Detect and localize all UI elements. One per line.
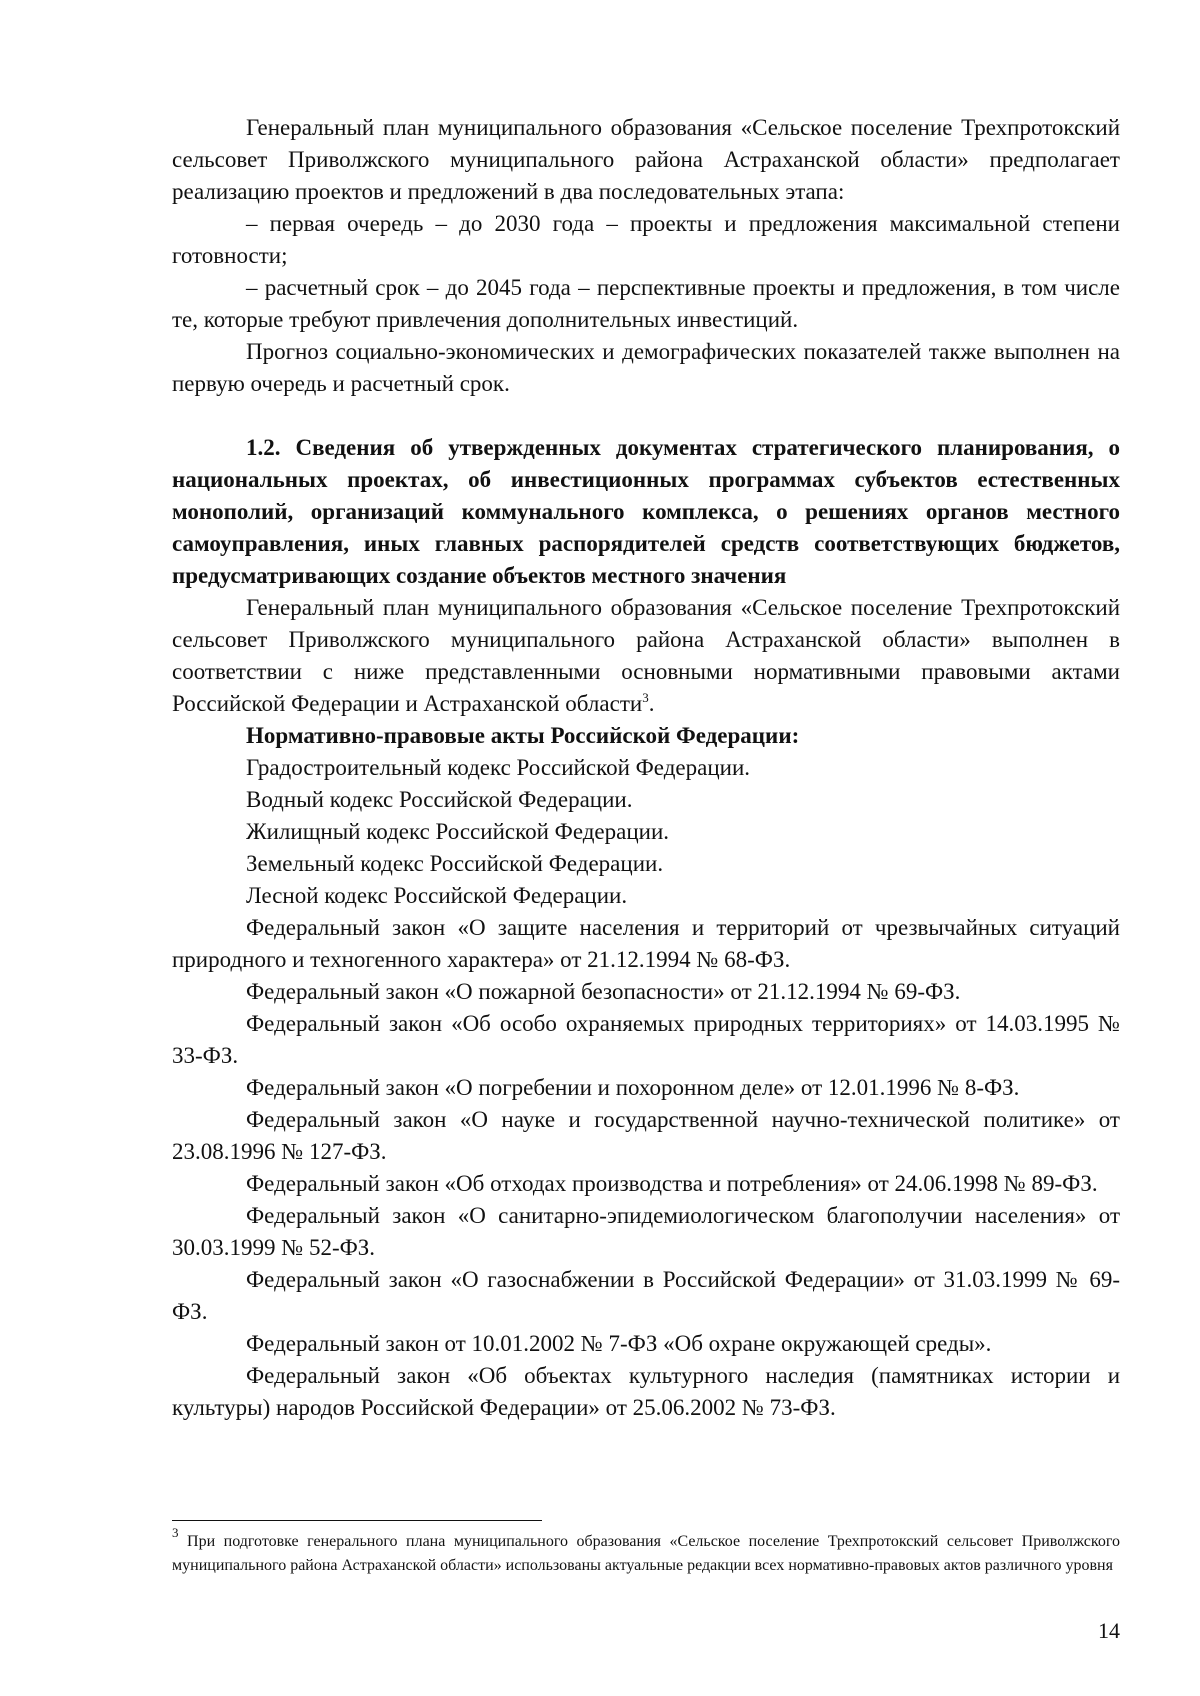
page-number: 14 xyxy=(1098,1618,1120,1643)
rf-act-item: Федеральный закон «О пожарной безопасности» от 21.12.1994 № 69-ФЗ. xyxy=(246,979,961,1004)
rf-acts-list xyxy=(172,752,1120,1424)
rf-act-item: Федеральный закон «Об особо охраняемых природных территориях» от 14.03.1995 № 33-ФЗ. xyxy=(172,1011,1120,1068)
rf-act-item: Федеральный закон «О науке и государственной научно-технической политике» от 23.08.1996 № 127-ФЗ. xyxy=(172,1107,1120,1164)
rf-act-item: Градостроительный кодекс Российской Федерации. xyxy=(246,755,751,780)
rf-acts-heading: Нормативно-правовые акты Российской Федерации: xyxy=(246,723,800,748)
footnote-reference: 3 xyxy=(642,690,649,705)
footnote xyxy=(172,1525,1120,1578)
rf-act-item: Земельный кодекс Российской Федерации. xyxy=(246,851,664,876)
forecast-paragraph: Прогноз социально-экономических и демографических показателей также выполнен на первую очередь и расчетный срок. xyxy=(172,339,1120,396)
rf-act-item: Лесной кодекс Российской Федерации. xyxy=(246,883,628,908)
footnote-mark: 3 xyxy=(172,1525,179,1540)
footnote-text: При подготовке генерального плана муниципального образования «Сельское поселение Трехпротокский сельсовет Приволжского муниципального района Астраханской области» использованы актуальные редакции всех нормативно-правовых актов различного уровня xyxy=(172,1533,1120,1574)
stage-1-paragraph: – первая очередь – до 2030 года – проекты и предложения максимальной степени готовности; xyxy=(172,211,1120,268)
rf-act-item: Федеральный закон «О газоснабжении в Российской Федерации» от 31.03.1999 № 69-ФЗ. xyxy=(172,1267,1120,1324)
rf-act-item: Федеральный закон «О защите населения и территорий от чрезвычайных ситуаций природного и техногенного характера» от 21.12.1994 № 68-ФЗ. xyxy=(172,915,1120,972)
page-body xyxy=(172,112,1120,1424)
footnote-separator xyxy=(172,1520,542,1521)
intro-paragraph: Генеральный план муниципального образования «Сельское поселение Трехпротокский сельсовет Приволжского муниципального района Астраханской области» предполагает реализацию проектов и предложений в два последовательных этапа: xyxy=(172,115,1120,204)
stage-2-paragraph: – расчетный срок – до 2045 года – перспективные проекты и предложения, в том числе те, которые требуют привлечения дополнительных инвестиций. xyxy=(172,275,1120,332)
rf-act-item: Федеральный закон «Об объектах культурного наследия (памятниках истории и культуры) народов Российской Федерации» от 25.06.2002 № 73-ФЗ. xyxy=(172,1363,1120,1420)
section-heading: 1.2. Сведения об утвержденных документах стратегического планирования, о национальных проектах, об инвестиционных программах субъектов естественных монополий, организаций коммунального комплекса, о решениях органов местного самоуправления, иных главных распорядителей средств соответствующих бюджетов, предусматривающих создание объектов местного значения xyxy=(172,435,1120,588)
rf-act-item: Жилищный кодекс Российской Федерации. xyxy=(246,819,670,844)
rf-act-item: Федеральный закон «О погребении и похоронном деле» от 12.01.1996 № 8-ФЗ. xyxy=(246,1075,1020,1100)
section-intro-end: . xyxy=(648,691,655,716)
rf-act-item: Федеральный закон «Об отходах производства и потребления» от 24.06.1998 № 89-ФЗ. xyxy=(246,1171,1098,1196)
rf-act-item: Водный кодекс Российской Федерации. xyxy=(246,787,633,812)
rf-act-item: Федеральный закон «О санитарно-эпидемиологическом благополучии населения» от 30.03.1999 № 52-ФЗ. xyxy=(172,1203,1120,1260)
section-intro-text: Генеральный план муниципального образования «Сельское поселение Трехпротокский сельсовет Приволжского муниципального района Астраханской области» выполнен в соответствии с ниже представленными основными нормативными правовыми актами Российской Федерации и Астраханской области xyxy=(172,595,1120,716)
section-intro-paragraph xyxy=(172,592,1120,720)
rf-act-item: Федеральный закон от 10.01.2002 № 7-ФЗ «Об охране окружающей среды». xyxy=(246,1331,992,1356)
